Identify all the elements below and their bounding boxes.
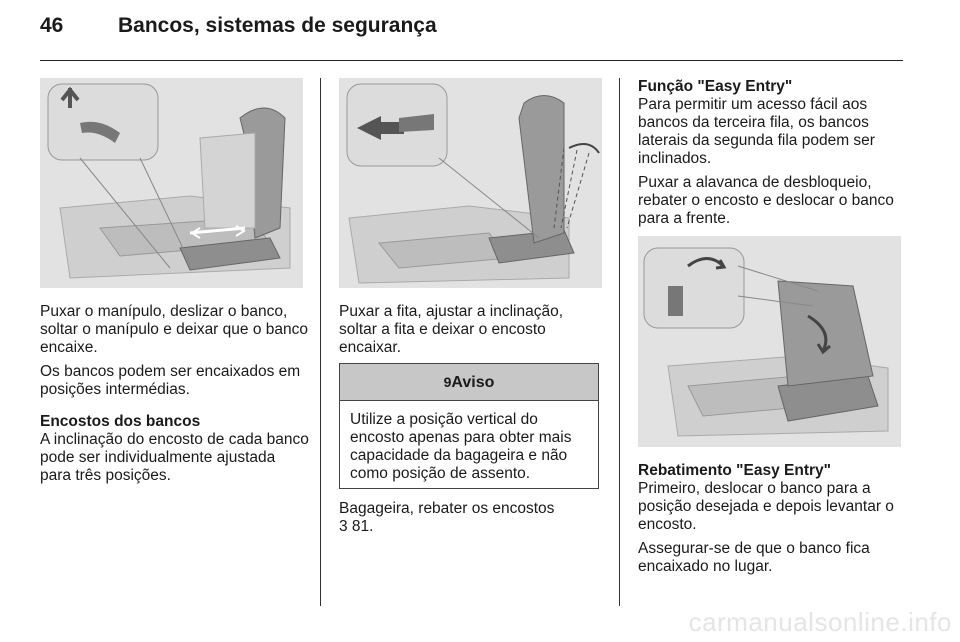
easy-entry-fold-heading: Rebatimento "Easy Entry" bbox=[638, 462, 832, 479]
warning-text: Utilize a posição vertical do encosto apenas para obter mais capacidade da bagageira e não como posição de assento. bbox=[350, 411, 572, 482]
page-number: 46 bbox=[40, 14, 64, 37]
backrest-incline-illustration bbox=[339, 78, 602, 288]
page-reference-link[interactable] bbox=[339, 518, 373, 535]
strap-instruction: Puxar a fita, ajustar a inclinação, soltar a fita e deixar o encosto encaixar. bbox=[339, 303, 564, 356]
backrests-text: A inclinação do encosto de cada banco pode ser individualmente ajustada para três posições. bbox=[40, 431, 309, 484]
easy-entry-intro: Para permitir um acesso fácil aos bancos da terceira fila, os bancos laterais da segunda fila podem ser inclinados. bbox=[638, 96, 875, 167]
column-divider-2 bbox=[619, 78, 620, 606]
warning-box bbox=[339, 363, 599, 489]
backrests-section bbox=[40, 413, 310, 485]
arrow-reference-icon: 3 bbox=[339, 518, 348, 535]
intermediate-positions-note: Os bancos podem ser encaixados em posições intermédias. bbox=[40, 363, 301, 398]
column-1-text bbox=[40, 303, 310, 491]
cross-reference-text: Bagageira, rebater os encostos bbox=[339, 500, 555, 517]
column-3-bottom-text bbox=[638, 462, 906, 582]
seat-slide-illustration bbox=[40, 78, 303, 288]
cross-reference bbox=[339, 500, 604, 542]
column-3-top-text bbox=[638, 78, 906, 234]
column-2-text bbox=[339, 303, 604, 363]
lock-check-note: Assegurar-se de que o banco fica encaixado no lugar. bbox=[638, 540, 870, 575]
easy-entry-instruction: Puxar a alavanca de desbloqueio, rebater o encosto e deslocar o banco para a frente. bbox=[638, 174, 894, 227]
warning-title: Aviso bbox=[451, 374, 495, 391]
watermark: carmanualsonline.info bbox=[688, 607, 952, 637]
column-divider-1 bbox=[320, 78, 321, 606]
page-header bbox=[40, 14, 437, 38]
backrests-heading: Encostos dos bancos bbox=[40, 413, 201, 430]
slide-instruction: Puxar o manípulo, deslizar o banco, soltar o manípulo e deixar que o banco encaixe. bbox=[40, 303, 308, 356]
warning-triangle-icon: 9 bbox=[443, 374, 452, 390]
page-reference-number: 81. bbox=[347, 518, 374, 535]
warning-header bbox=[340, 364, 598, 401]
easy-entry-illustration bbox=[638, 236, 901, 447]
easy-entry-heading: Função "Easy Entry" bbox=[638, 78, 793, 95]
easy-entry-fold-text: Primeiro, deslocar o banco para a posição desejada e depois levantar o encosto. bbox=[638, 480, 894, 533]
page-title: Bancos, sistemas de segurança bbox=[118, 14, 437, 37]
header-rule bbox=[40, 60, 903, 61]
